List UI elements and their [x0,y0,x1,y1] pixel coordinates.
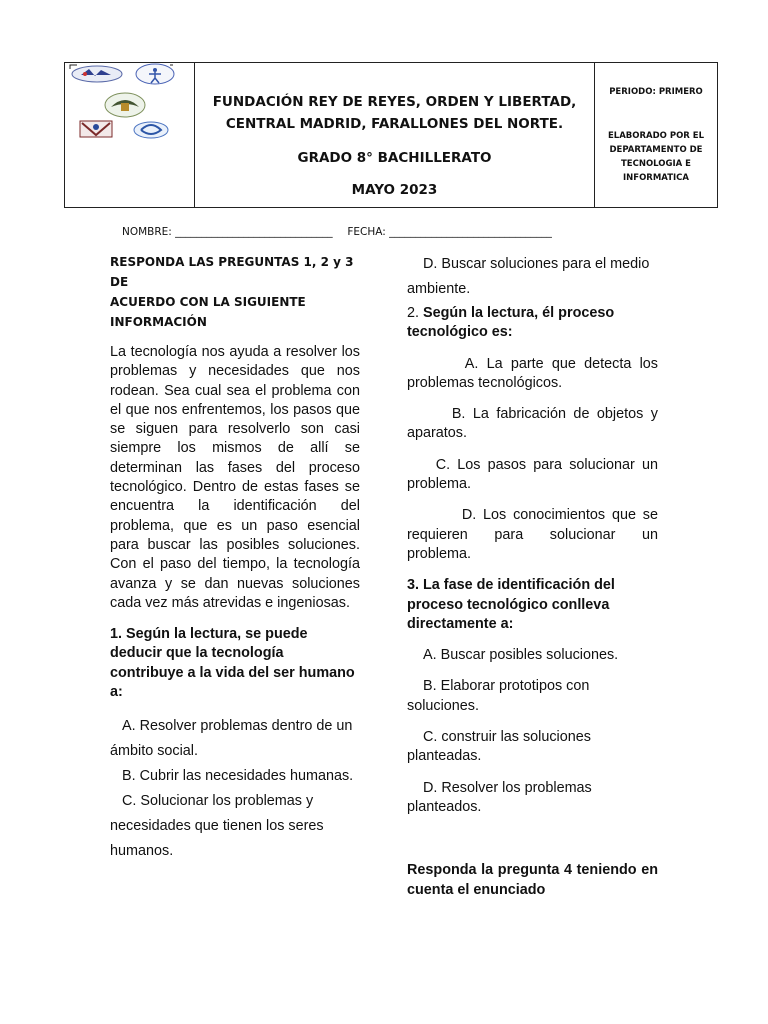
right-column [407,252,658,900]
question-3-option-d[interactable]: D. Resolver los problemas planteados. [407,779,592,815]
institution-cell [195,63,595,207]
question-3: 3. La fase de identificación del proceso tecnológico conlleva directamente a: [407,577,615,632]
left-column [110,252,360,864]
question-2-option-c[interactable]: C. Los pasos para solucionar un problema. [407,456,659,493]
question-1-option-a[interactable]: A. Resolver problemas dentro de un ámbito social. [110,718,353,760]
elaborated-line3: TECNOLOGIA E [620,159,691,169]
instruction-line3: INFORMACIÓN [110,315,207,329]
question-3-option-a[interactable]: A. Buscar posibles soluciones. [423,647,619,664]
period-cell [595,63,717,207]
student-fields [122,226,552,238]
header-table [64,62,718,208]
question-1-option-d[interactable]: D. Buscar soluciones para el medio ambiente. [407,256,650,297]
elaborated-line4: INFORMATICA [622,173,689,183]
period-label: PERIODO: PRIMERO [609,87,703,97]
question-2: 2. Según la lectura, él proceso tecnológico es: [407,305,615,341]
question-2-option-a[interactable]: A. La parte que detecta los problemas tecnológicos. [407,355,658,391]
logos-cell [65,63,195,207]
question-2-option-d[interactable]: D. Los conocimientos que se requieren para solucionar un problema. [407,507,658,562]
elaborated-line2: DEPARTAMENTO DE [609,145,703,155]
date-label: MAYO 2023 [351,182,438,198]
grade-label: GRADO 8° BACHILLERATO [297,150,492,166]
question-1-option-b[interactable]: B. Cubrir las necesidades humanas. [122,768,354,785]
institution-title-line2: CENTRAL MADRID, FARALLONES DEL NORTE. [225,116,564,132]
institution-title-line1: FUNDACIÓN REY DE REYES, ORDEN Y LIBERTAD, [212,94,577,110]
question-1-option-c[interactable]: C. Solucionar los problemas y necesidades que tienen los seres humanos. [110,793,324,860]
nombre-field[interactable]: NOMBRE: ______________________________ [122,226,333,238]
question-3-option-b[interactable]: B. Elaborar prototipos con soluciones. [407,678,590,714]
elaborated-line1: ELABORADO POR EL [607,131,705,141]
question-1: 1. Según la lectura, se puede deducir que la tecnología contribuye a la vida del ser humano a: [110,626,355,701]
instruction-line2: ACUERDO CON LA SIGUIENTE [110,295,306,309]
question-2-option-b[interactable]: B. La fabricación de objetos y aparatos. [407,406,658,442]
question-2-number: 2. [407,305,420,321]
instruction-line1: RESPONDA LAS PREGUNTAS 1, 2 y 3 DE [110,255,354,289]
school-logos-icon [65,63,194,209]
question-3-option-c[interactable]: C. construir las soluciones planteadas. [407,729,591,765]
reading-passage: La tecnología nos ayuda a resolver los problemas y necesidades que nos rodean. Sea cual sea el problema con el que nos enfrentemos, los pasos que se siguen para resolverlo son casi siempre los mismos de allí se determinan las fases del proceso tecnológico. Dentro de estas fases se encuentra la identificación del problema, que es un paso esencial para buscar las posibles soluciones. Con el paso del tiempo, la tecnología avanza y se dan nuevas soluciones cada vez más atrevidas e ingeniosas. [110,344,360,611]
question-4-intro: Responda la pregunta 4 teniendo en cuenta el enunciado [407,862,658,898]
fecha-field[interactable]: FECHA: _______________________________ [347,226,552,238]
